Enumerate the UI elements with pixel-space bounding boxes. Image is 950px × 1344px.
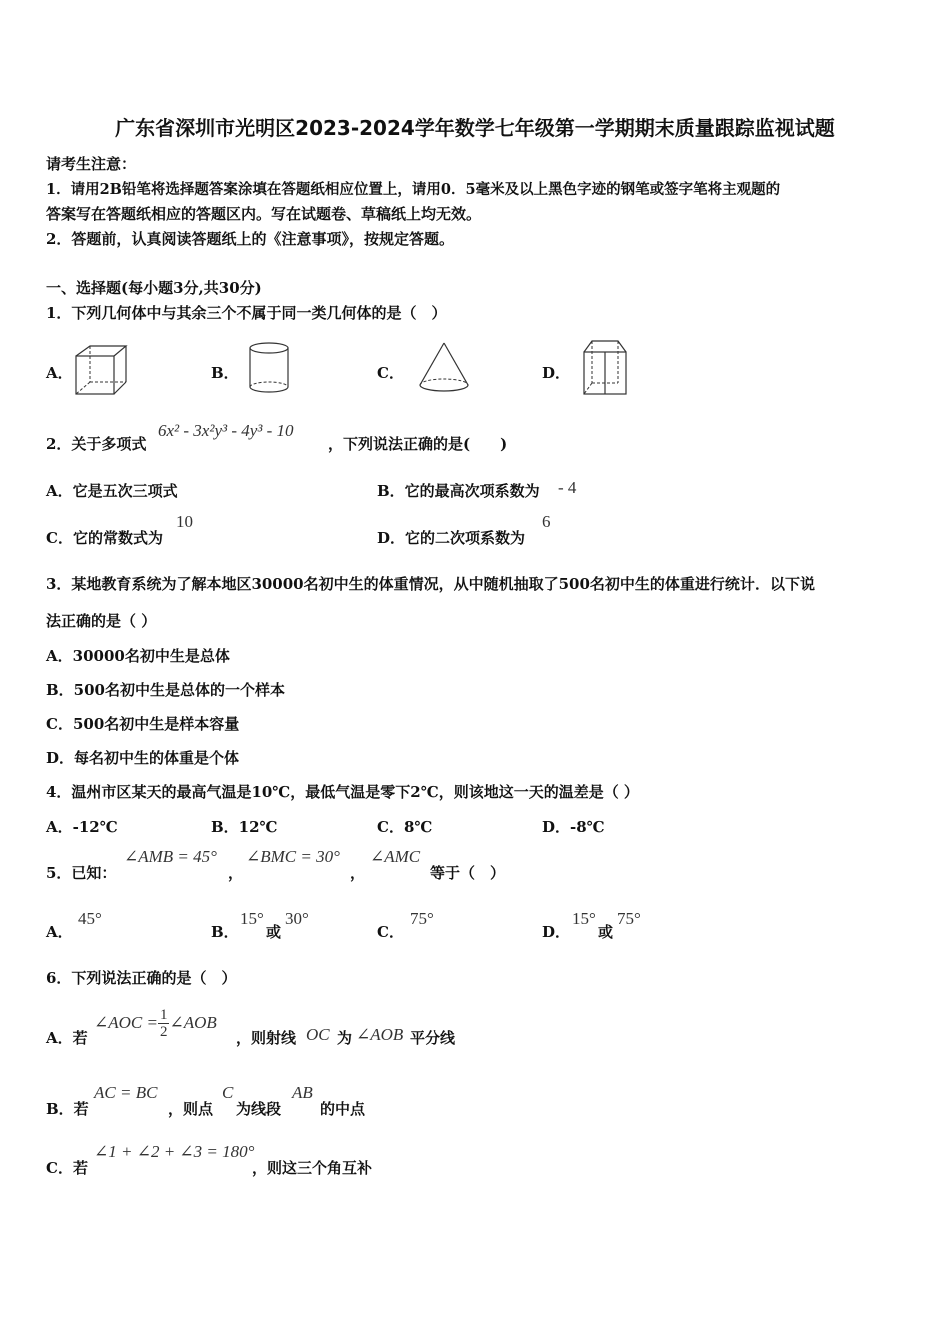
q1-stem: 1．下列几何体中与其余三个不属于同一类几何体的是（ ） (46, 304, 447, 322)
q5-option-d-value-2: 75° (617, 909, 641, 928)
q5-option-d-or: 或 (598, 923, 614, 941)
q4-option-a: A．-12℃ (46, 818, 118, 836)
q6-option-a-oc: OC (306, 1025, 330, 1044)
q5-option-b: B． (211, 923, 239, 941)
q6-option-b-c: C (222, 1083, 234, 1102)
q4-stem: 4．温州市区某天的最高气温是10℃，最低气温是零下2℃，则该地这一天的温差是（ ） (46, 783, 639, 801)
q4-option-c: C．8℃ (377, 818, 433, 836)
q6-a-fraction (158, 1007, 170, 1040)
q6-option-c-prefix: C．若 (46, 1159, 88, 1177)
q2-option-d-value: 6 (542, 512, 551, 531)
page-title: 广东省深圳市光明区2023-2024学年数学七年级第一学期期末质量跟踪监视试题 (115, 116, 835, 140)
q6-option-a-prefix: A．若 (46, 1029, 88, 1047)
q5-sep-1: ， (228, 864, 244, 882)
q5-option-d: D． (542, 923, 571, 941)
q6-stem: 6．下列说法正确的是（ ） (46, 969, 237, 987)
q6-option-a-mid: ，则射线 (236, 1029, 297, 1047)
prism-icon (578, 338, 632, 398)
q5-option-d-value-1: 15° (572, 909, 596, 928)
q6-option-c-expr: ∠1 + ∠2 + ∠3 = 180° (94, 1142, 255, 1161)
q4-option-b: B．12℃ (211, 818, 278, 836)
q5-option-a: A． (46, 923, 73, 941)
q6-option-b-suffix: 的中点 (320, 1100, 366, 1118)
q2-option-a: A．它是五次三项式 (46, 482, 178, 500)
q5-expr-bmc: ∠BMC = 30° (246, 847, 340, 866)
q2-option-c-value: 10 (176, 512, 193, 531)
q6-option-b-seg: 为线段 (236, 1100, 282, 1118)
q3-option-d: D．每名初中生的体重是个体 (46, 749, 240, 767)
q6-option-c-suffix: ，则这三个角互补 (252, 1159, 373, 1177)
q6-option-a-aob: ∠AOB (356, 1025, 404, 1044)
q2-option-b-value: - 4 (558, 478, 577, 497)
cube-icon (70, 342, 130, 398)
q6-option-b-expr: AC = BC (94, 1083, 158, 1102)
q6-a-numerator: 1 (159, 1006, 168, 1023)
q1-option-d: D． (542, 364, 571, 382)
section-heading: 一、选择题(每小题3分,共30分) (46, 279, 262, 297)
q2-option-c: C．它的常数式为 (46, 529, 163, 547)
q5-stem-suffix: 等于（ ） (430, 864, 506, 882)
q1-option-b: B． (211, 364, 239, 382)
cylinder-icon (244, 340, 294, 396)
notice-line-1b: 答案写在答题纸相应的答题区内。写在试题卷、草稿纸上均无效。 (46, 205, 482, 223)
q6-option-b-mid: ，则点 (168, 1100, 214, 1118)
q2-polynomial: 6x² - 3x²y³ - 4y³ - 10 (158, 421, 294, 440)
q2-stem-prefix: 2．关于多项式 (46, 435, 147, 453)
q5-sep-2: ， (350, 864, 366, 882)
notice-line-1: 1．请用2B铅笔将选择题答案涂填在答题纸相应位置上，请用0．5毫米及以上黑色字迹的钢笔或签字笔将主观题的 (46, 181, 781, 198)
q5-expr-amc: ∠AMC (370, 847, 421, 866)
q6-option-a-wei: 为 (337, 1029, 353, 1047)
q3-option-a: A．30000名初中生是总体 (46, 647, 230, 665)
q5-option-c: C． (377, 923, 404, 941)
q3-stem-line-1: 3．某地教育系统为了解本地区30000名初中生的体重情况，从中随机抽取了500名初中生的体重进行统计．以下说 (46, 575, 815, 593)
q5-option-b-or: 或 (266, 923, 282, 941)
q6-option-a-suffix: 平分线 (410, 1029, 456, 1047)
q3-option-c: C．500名初中生是样本容量 (46, 715, 240, 733)
notice-heading: 请考生注意： (46, 155, 137, 173)
q6-option-a-equation (94, 1000, 217, 1046)
q3-stem-line-2: 法正确的是（ ） (46, 612, 157, 630)
q6-option-b-prefix: B．若 (46, 1100, 89, 1118)
q2-stem-suffix: ，下列说法正确的是( ) (328, 435, 508, 453)
q1-option-c: C． (377, 364, 404, 382)
q5-option-b-value-2: 30° (285, 909, 309, 928)
q5-option-c-value: 75° (410, 909, 434, 928)
q5-expr-amb: ∠AMB = 45° (124, 847, 217, 866)
q1-option-a: A． (46, 364, 73, 382)
cone-icon (414, 340, 478, 396)
q6-a-denominator: 2 (159, 1023, 168, 1040)
q5-stem-prefix: 5．已知： (46, 864, 117, 882)
q6-option-b-ab: AB (292, 1083, 313, 1102)
q5-option-a-value: 45° (78, 909, 102, 928)
q2-option-b: B．它的最高次项系数为 (377, 482, 540, 500)
notice-line-2: 2．答题前，认真阅读答题纸上的《注意事项》，按规定答题。 (46, 230, 454, 248)
q2-option-d: D．它的二次项系数为 (377, 529, 526, 547)
q3-option-b: B．500名初中生是总体的一个样本 (46, 681, 285, 699)
q4-option-d: D．-8℃ (542, 818, 605, 836)
q6-a-expr-left: ∠AOC = (94, 1013, 158, 1032)
q5-option-b-value-1: 15° (240, 909, 264, 928)
q6-a-expr-right: ∠AOB (169, 1013, 217, 1032)
